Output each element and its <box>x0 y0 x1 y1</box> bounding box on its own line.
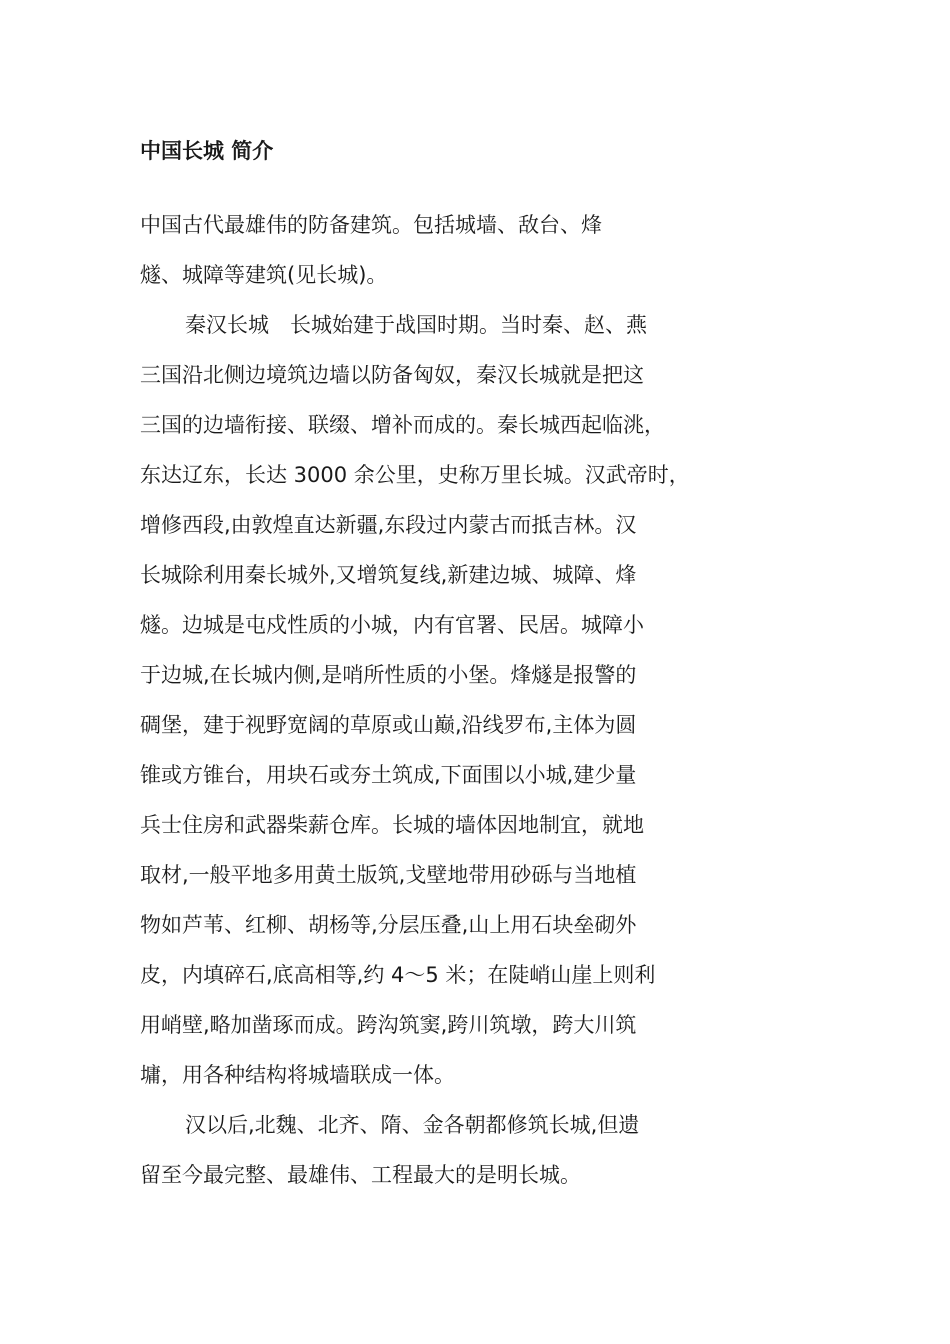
body-text-line: 墉，用各种结构将城墙联成一体。 <box>140 1063 455 1087</box>
body-text-line: 中国古代最雄伟的防备建筑。包括城墙、敌台、烽 <box>140 213 602 237</box>
body-text-line: 燧。边城是屯戍性质的小城，内有官署、民居。城障小 <box>140 613 644 637</box>
document-title: 中国长城 简介 <box>140 139 274 163</box>
body-text-line: 东达辽东，长达 3000 余公里，史称万里长城。汉武帝时， <box>140 463 690 487</box>
body-text-line: 兵士住房和武器柴薪仓库。长城的墙体因地制宜，就地 <box>140 813 644 837</box>
body-text-line: 皮，内填碎石,底高相等,约 4～5 米；在陡峭山崖上则利 <box>140 963 656 987</box>
body-text-line: 秦汉长城 长城始建于战国时期。当时秦、赵、燕 <box>185 313 647 337</box>
body-text-line: 物如芦苇、红柳、胡杨等,分层压叠,山上用石块垒砌外 <box>140 913 637 937</box>
body-text-line: 取材,一般平地多用黄土版筑,戈壁地带用砂砾与当地植 <box>140 863 637 887</box>
body-text-line: 燧、城障等建筑(见长城)。 <box>140 263 388 287</box>
body-text-line: 增修西段,由敦煌直达新疆,东段过内蒙古而抵吉林。汉 <box>140 513 637 537</box>
body-text-line: 用峭壁,略加凿琢而成。跨沟筑窦,跨川筑墩，跨大川筑 <box>140 1013 637 1037</box>
body-text-line: 于边城,在长城内侧,是哨所性质的小堡。烽燧是报警的 <box>140 663 637 687</box>
body-text-line: 三国沿北侧边境筑边墙以防备匈奴，秦汉长城就是把这 <box>140 363 644 387</box>
body-text-line: 留至今最完整、最雄伟、工程最大的是明长城。 <box>140 1163 581 1187</box>
body-text-line: 三国的边墙衔接、联缀、增补而成的。秦长城西起临洮， <box>140 413 665 437</box>
body-text-line: 长城除利用秦长城外,又增筑复线,新建边城、城障、烽 <box>140 563 637 587</box>
document-body <box>140 209 760 1209</box>
body-text-line: 锥或方锥台，用块石或夯土筑成,下面围以小城,建少量 <box>140 763 637 787</box>
body-text-line: 碉堡，建于视野宽阔的草原或山巅,沿线罗布,主体为圆 <box>140 713 637 737</box>
body-text-line: 汉以后,北魏、北齐、隋、金各朝都修筑长城,但遗 <box>185 1113 640 1137</box>
